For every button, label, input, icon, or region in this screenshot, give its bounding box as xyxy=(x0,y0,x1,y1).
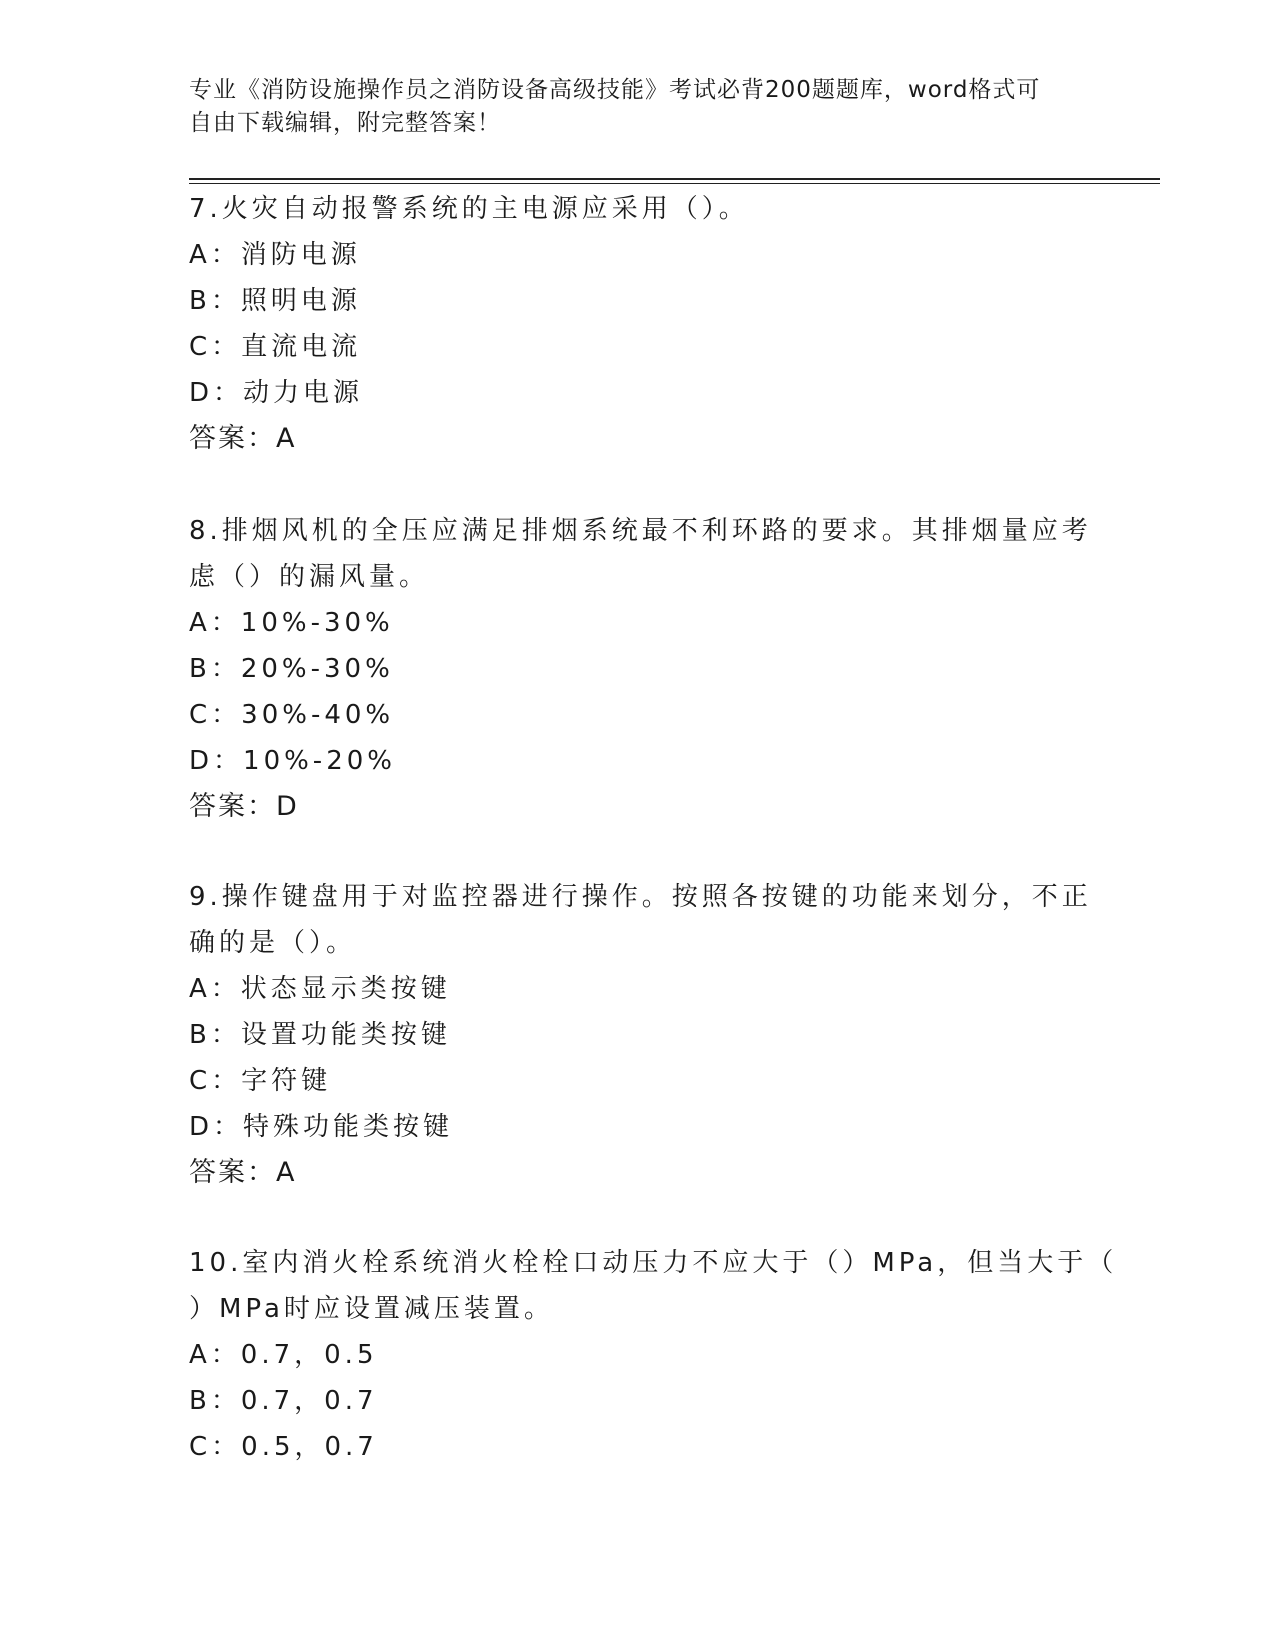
header-line-2: 自由下载编辑，附完整答案！ xyxy=(189,110,501,136)
option-a: A：状态显示类按键 xyxy=(189,974,451,1004)
option-b: B：0.7，0.7 xyxy=(189,1386,378,1416)
option-a: A：0.7，0.5 xyxy=(189,1340,378,1370)
option-b: B：照明电源 xyxy=(189,286,361,316)
header-divider-thick xyxy=(189,178,1160,180)
answer: 答案：A xyxy=(189,1157,297,1188)
option-b: B：设置功能类按键 xyxy=(189,1020,451,1050)
question-stem: 7.火灾自动报警系统的主电源应采用（）。 xyxy=(189,194,749,224)
answer: 答案：A xyxy=(189,423,297,454)
option-c: C：字符键 xyxy=(189,1066,332,1096)
question-stem-line-1: 10.室内消火栓系统消火栓栓口动压力不应大于（）MPa，但当大于（ xyxy=(189,1248,1118,1278)
answer: 答案：D xyxy=(189,791,299,822)
question-stem-line-1: 8.排烟风机的全压应满足排烟系统最不利环路的要求。其排烟量应考 xyxy=(189,516,1092,546)
option-d: D：动力电源 xyxy=(189,378,364,408)
option-c: C：0.5，0.7 xyxy=(189,1432,378,1462)
option-d: D：特殊功能类按键 xyxy=(189,1112,454,1142)
question-stem-line-2: 虑（）的漏风量。 xyxy=(189,562,430,592)
question-stem-line-2: 确的是（）。 xyxy=(189,928,357,958)
question-7 xyxy=(189,186,1069,462)
question-8 xyxy=(189,508,1092,830)
document-header xyxy=(189,74,1069,140)
option-c: C：30%-40% xyxy=(189,700,395,730)
header-line-1: 专业《消防设施操作员之消防设备高级技能》考试必背200题题库，word格式可 xyxy=(189,77,1041,103)
option-a: A：10%-30% xyxy=(189,608,394,638)
question-stem-line-2: ）MPa时应设置减压装置。 xyxy=(189,1294,554,1324)
question-9 xyxy=(189,874,1092,1196)
option-c: C：直流电流 xyxy=(189,332,362,362)
header-divider-thin xyxy=(189,183,1160,184)
question-10 xyxy=(189,1240,1118,1470)
option-a: A：消防电源 xyxy=(189,240,361,270)
question-stem-line-1: 9.操作键盘用于对监控器进行操作。按照各按键的功能来划分，不正 xyxy=(189,882,1092,912)
option-d: D：10%-20% xyxy=(189,746,396,776)
option-b: B：20%-30% xyxy=(189,654,394,684)
